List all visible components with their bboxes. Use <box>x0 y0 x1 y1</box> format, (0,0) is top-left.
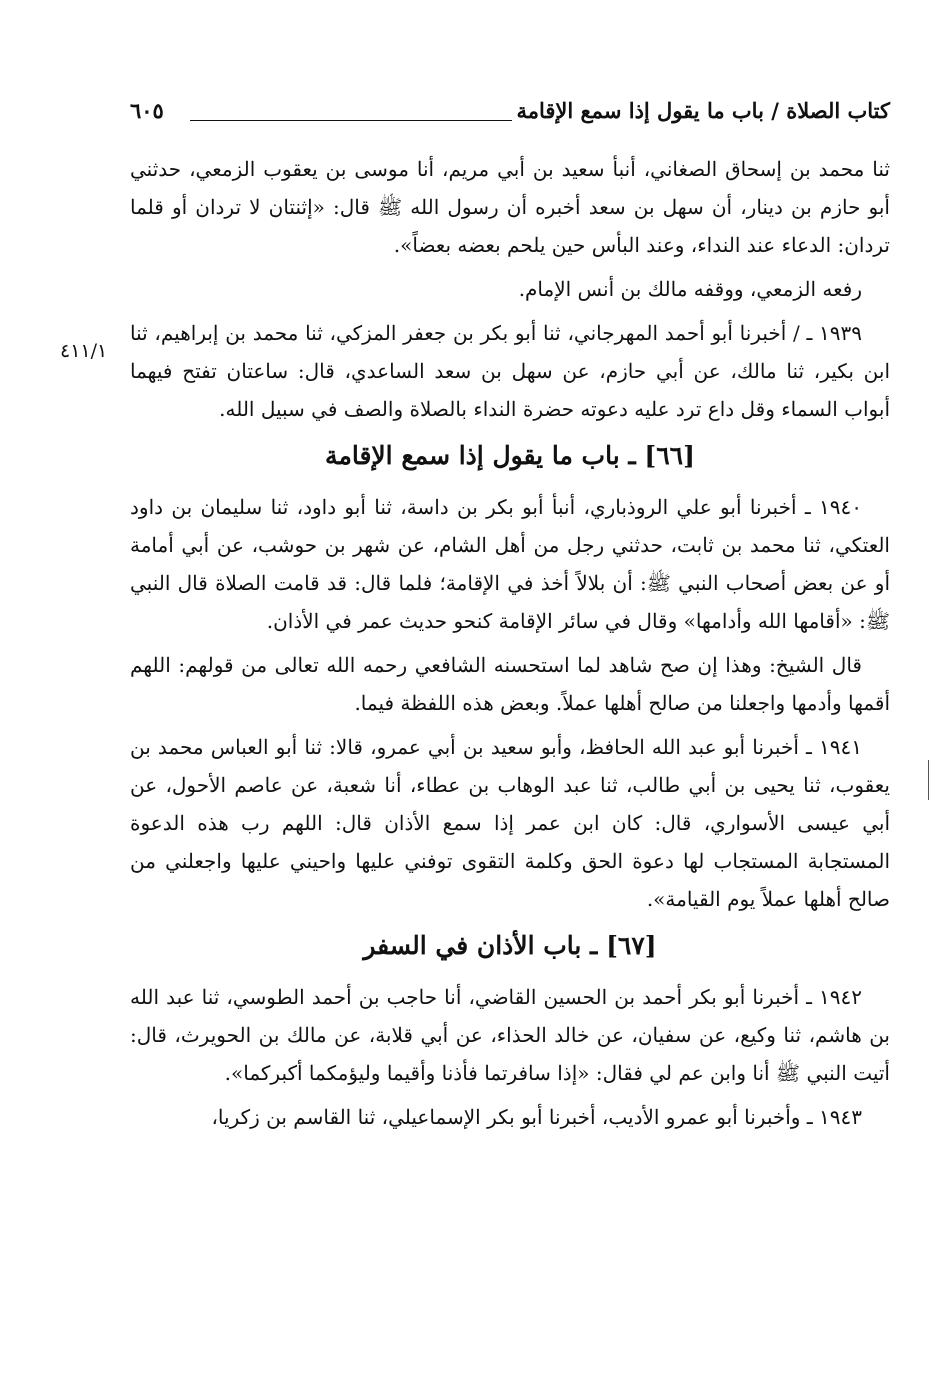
text-paragraph: ١٩٤١ ـ أخبرنا أبو عبد الله الحافظ، وأبو سعيد بن أبي عمرو، قالا: ثنا أبو العباس محمد بن يعقوب، ثنا يحيى بن أبي طالب، ثنا عبد الوهاب بن عطاء، أنا شعبة، عن عاصم الأحول، عن أبي عيسى الأسواري، قال: كان ابن عمر إذا سمع الأذان قال: اللهم رب هذه الدعوة المستجابة المستجاب لها دعوة الحق وكلمة التقوى توفني عليها واحيني عليها واجعلني من صالح أهلها عملاً يوم القيامة». <box>130 735 890 911</box>
chapter-heading: [٦٦] ـ باب ما يقول إذا سمع الإقامة <box>325 441 695 470</box>
text-paragraph: ثنا محمد بن إسحاق الصغاني، أنبأ سعيد بن أبي مريم، أنا موسى بن يعقوب الزمعي، حدثني أبو حازم بن دينار، أن سهل بن سعد أخبره أن رسول الله ﷺ قال: «إثنتان لا تردان أو قلما تردان: الدعاء عند النداء، وعند البأس حين يلحم بعضه بعضاً». <box>130 157 890 257</box>
running-header <box>130 98 890 134</box>
margin-reference: ٤١١/١ <box>60 340 108 362</box>
text-paragraph: رفعه الزمعي، ووقفه مالك بن أنس الإمام. <box>518 277 862 301</box>
text-paragraph: ١٩٣٩ ـ / أخبرنا أبو أحمد المهرجاني، ثنا أبو بكر بن جعفر المزكي، ثنا محمد بن إبراهيم، ثنا ابن بكير، ثنا مالك، عن أبي حازم، عن سهل بن سعد الساعدي، قال: ساعتان تفتح فيهما أبواب السماء وقل داع ترد عليه دعوته حضرة النداء بالصلاة والصف في سبيل الله. <box>130 321 890 421</box>
scan-edge-mark <box>928 760 929 800</box>
text-paragraph: ١٩٤٢ ـ أخبرنا أبو بكر أحمد بن الحسين القاضي، أنا حاجب بن أحمد الطوسي، ثنا عبد الله بن هاشم، ثنا وكيع، عن سفيان، عن خالد الحذاء، عن أبي قلابة، عن مالك بن الحويرث، قال: أتيت النبي ﷺ أنا وابن عم لي فقال: «إذا سافرتما فأذنا وأقيما وليؤمكما أكبركما». <box>130 985 890 1085</box>
text-paragraph: قال الشيخ: وهذا إن صح شاهد لما استحسنه الشافعي رحمه الله تعالى من قولهم: اللهم أقمها وأدمها واجعلنا من صالح أهلها عملاً. وبعض هذه اللفظة فيما. <box>130 653 890 715</box>
header-title: كتاب الصلاة / باب ما يقول إذا سمع الإقامة <box>516 98 890 123</box>
header-rule <box>190 120 512 121</box>
text-paragraph: ١٩٤٠ ـ أخبرنا أبو علي الروذباري، أنبأ أبو بكر بن داسة، ثنا أبو داود، ثنا سليمان بن داود العتكي، ثنا محمد بن ثابت، حدثني رجل من أهل الشام، عن شهر بن حوشب، عن أبي أمامة أو عن بعض أصحاب النبي ﷺ: أن بلالاً أخذ في الإقامة؛ فلما قال: قد قامت الصلاة قال النبي ﷺ: «أقامها الله وأدامها» وقال في سائر الإقامة كنحو حديث عمر في الأذان. <box>130 495 890 633</box>
page-number: ٦٠٥ <box>130 98 164 123</box>
text-paragraph: ١٩٤٣ ـ وأخبرنا أبو عمرو الأديب، أخبرنا أبو بكر الإسماعيلي، ثنا القاسم بن زكريا، <box>211 1105 862 1129</box>
chapter-heading: [٦٧] ـ باب الأذان في السفر <box>363 931 657 960</box>
page-body <box>130 150 890 1142</box>
